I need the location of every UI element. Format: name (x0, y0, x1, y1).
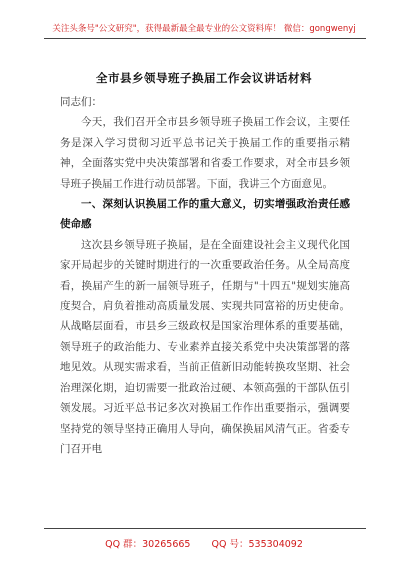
footer-qq-group: QQ 群：30265665 (105, 539, 191, 550)
section-heading: 一、深刻认识换届工作的重大意义，切实增强政治责任感使命感 (60, 198, 350, 231)
header-divider (44, 38, 366, 39)
footer-qq-number: QQ 号：535304092 (211, 539, 303, 550)
footer (0, 536, 408, 550)
document-title: 全市县乡领导班子换届工作会议讲话材料 (96, 71, 312, 85)
body-paragraph: 这次县乡领导班子换届，是在全面建设社会主义现代化国家开局起步的关键时期进行的一次重要政治任务。从全局高度看，换届产生的新一届领导班子，任期与"十四五"规划实施高度契合，肩负着推动高质量发展、实现共同富裕的历史使命。从战略层面看，市县乡三级政权是国家治理体系的重要基础，领导班子的政治能力、专业素养直接关系党中央决策部署的落地见效。从现实需求看，当前正值新旧动能转换攻坚期、社会治理深化期，迫切需要一批政治过硬、本领高强的干部队伍引领发展。习近平总书记多次对换届工作作出重要指示，强调要坚持党的领导坚持正确用人导向，确保换届风清气正。省委专门召开电 (60, 238, 350, 455)
document-body (60, 92, 350, 459)
footer-divider (44, 528, 366, 529)
salutation: 同志们： (60, 96, 102, 108)
body-paragraph: 今天，我们召开全市县乡领导班子换届工作会议，主要任务是深入学习贯彻习近平总书记关于换届工作的重要指示精神，全面落实党中央决策部署和省委工作要求，对全市县乡领导班子换届工作进行动员部署。下面，我讲三个方面意见。 (60, 116, 350, 190)
header-banner: 关注头条号"公文研究"，获得最新最全最专业的公文资料库！ 微信：gongwenyj (52, 24, 356, 34)
